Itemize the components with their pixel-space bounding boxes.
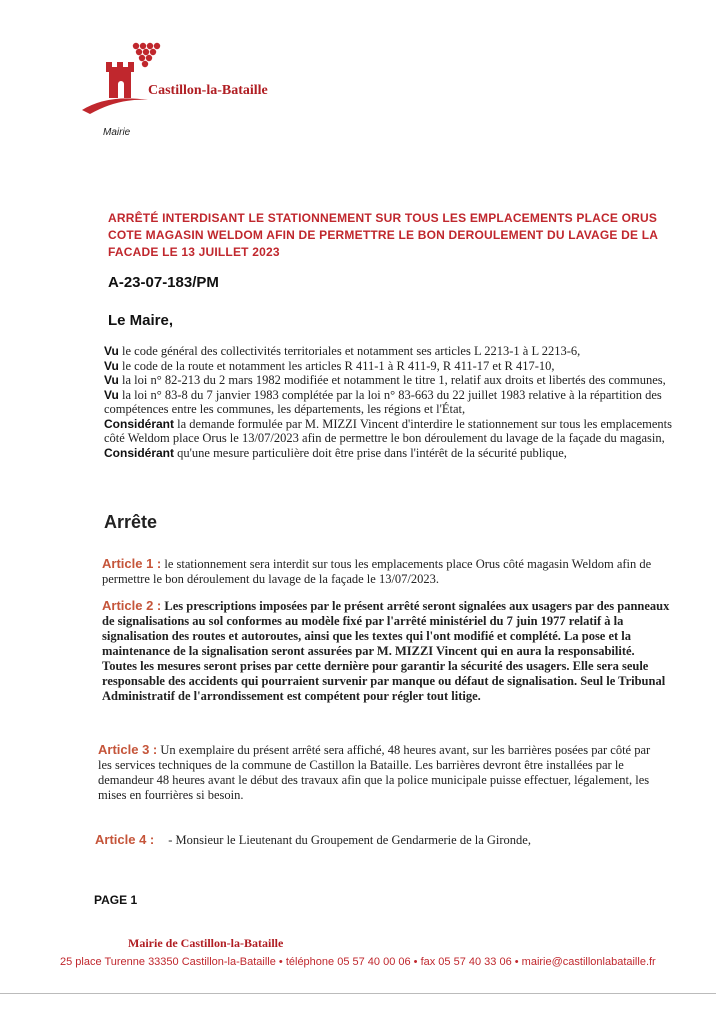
article-label: Article 4 : — [95, 832, 155, 847]
footer-divider — [0, 993, 716, 994]
consideration-keyword: Vu — [104, 358, 119, 373]
footer-title: Mairie de Castillon-la-Bataille — [128, 936, 284, 950]
consideration-keyword: Vu — [104, 344, 119, 358]
castle-tower-logo — [78, 40, 168, 120]
article-text: Un exemplaire du présent arrêté sera affiché, 48 heures avant, sur les barrières posées par côté par les services techniques de la commune de Castillon la Bataille. Les barrières devront être installées par le demandeur 48 heures avant le début des travaux afin que la police municipale puisse effectuer, légalement, les mises en fourrières si besoin. — [98, 743, 651, 802]
page-number: PAGE 1 — [94, 893, 138, 907]
article-text: - Monsieur le Lieutenant du Groupement de Gendarmerie de la Gironde, — [168, 833, 531, 847]
consideration-keyword: Vu — [104, 373, 119, 387]
article-4 — [95, 832, 675, 848]
article-text: Les prescriptions imposées par le présent arrêté seront signalées aux usagers par des panneaux de signalisations au sol conformes au modèle fixé par l'arrêté ministériel du 7 juin 1977 relatif à la signalisation des routes et autoroutes, ainsi que les textes qui l'ont modifié et complété. La pose et la maintenance de la signalisation seront assurées par M. MIZZI Vincent qui en aura la responsabilité. Toutes les mesures seront prises par cette dernière pour garantir la sécurité des usagers. Elle sera seule responsable des accidents qui pourraient survenir par manque ou défaut de signalisation. Seul le Tribunal Administratif de l'arrondissement est compétent pour régler tout litige. — [102, 599, 670, 703]
consideration-text: qu'une mesure particulière doit être prise dans l'intérêt de la sécurité publique, — [174, 445, 567, 460]
article-3 — [98, 742, 666, 803]
document-title: ARRÊTÉ INTERDISANT LE STATIONNEMENT SUR TOUS LES EMPLACEMENTS PLACE ORUS COTE MAGASIN WELDOM AFIN DE PERMETTRE LE BON DEROULEMENT DU LAVAGE DE LA FACADE LE 13 JUILLET 2023 — [108, 211, 658, 259]
consideration-text: la loi n° 82-213 du 2 mars 1982 modifiée et notamment le titre 1, relatif aux droits et libertés des communes, — [118, 373, 666, 387]
consideration-text: la loi n° 83-8 du 7 janvier 1983 complétée par la loi n° 83-663 du 22 juillet 1983 relative à la répartition des compétences entre les communes, les départements, les régions et l'État, — [104, 387, 662, 416]
consideration-keyword: Considérant — [104, 445, 175, 460]
article-label: Article 3 : — [98, 742, 158, 757]
article-text: le stationnement sera interdit sur tous les emplacements place Orus côté magasin Weldom afin de permettre le bon déroulement du lavage de la façade le 13/07/2023. — [102, 557, 652, 586]
consideration-keyword: Vu — [104, 387, 119, 402]
grape-cluster-icon — [133, 43, 160, 67]
article-2 — [102, 598, 670, 704]
consideration-item — [104, 446, 676, 461]
article-label: Article 2 : — [102, 598, 162, 613]
footer-address: 25 place Turenne 33350 Castillon-la-Bataille • téléphone 05 57 40 00 06 • fax 05 57 40 33 06 • mairie@castillonlabataille.fr — [60, 956, 656, 968]
arrete-heading: Arrête — [104, 512, 158, 532]
consideration-item — [104, 359, 676, 374]
town-name: Castillon-la-Bataille — [148, 83, 268, 98]
consideration-keyword: Considérant — [104, 416, 175, 431]
le-maire-heading: Le Maire, — [108, 312, 174, 329]
consideration-item — [104, 388, 676, 417]
considerations-block — [104, 344, 676, 460]
mairie-label: Mairie — [103, 127, 131, 138]
article-label: Article 1 : — [102, 556, 162, 571]
consideration-item — [104, 373, 676, 388]
consideration-item — [104, 344, 676, 359]
consideration-text: le code de la route et notamment les articles R 411-1 à R 411-9, R 411-17 et R 417-10, — [118, 358, 555, 373]
article-1 — [102, 556, 670, 587]
reference-number: A-23-07-183/PM — [108, 274, 219, 291]
consideration-item — [104, 417, 676, 446]
consideration-text: le code général des collectivités territoriales et notamment ses articles L 2213-1 à L 2213-6, — [118, 344, 581, 358]
consideration-text: la demande formulée par M. MIZZI Vincent d'interdire le stationnement sur tous les emplacements côté Weldom place Orus le 13/07/2023 afin de permettre le bon déroulement du lavage de la façade du magasin, — [104, 416, 673, 445]
